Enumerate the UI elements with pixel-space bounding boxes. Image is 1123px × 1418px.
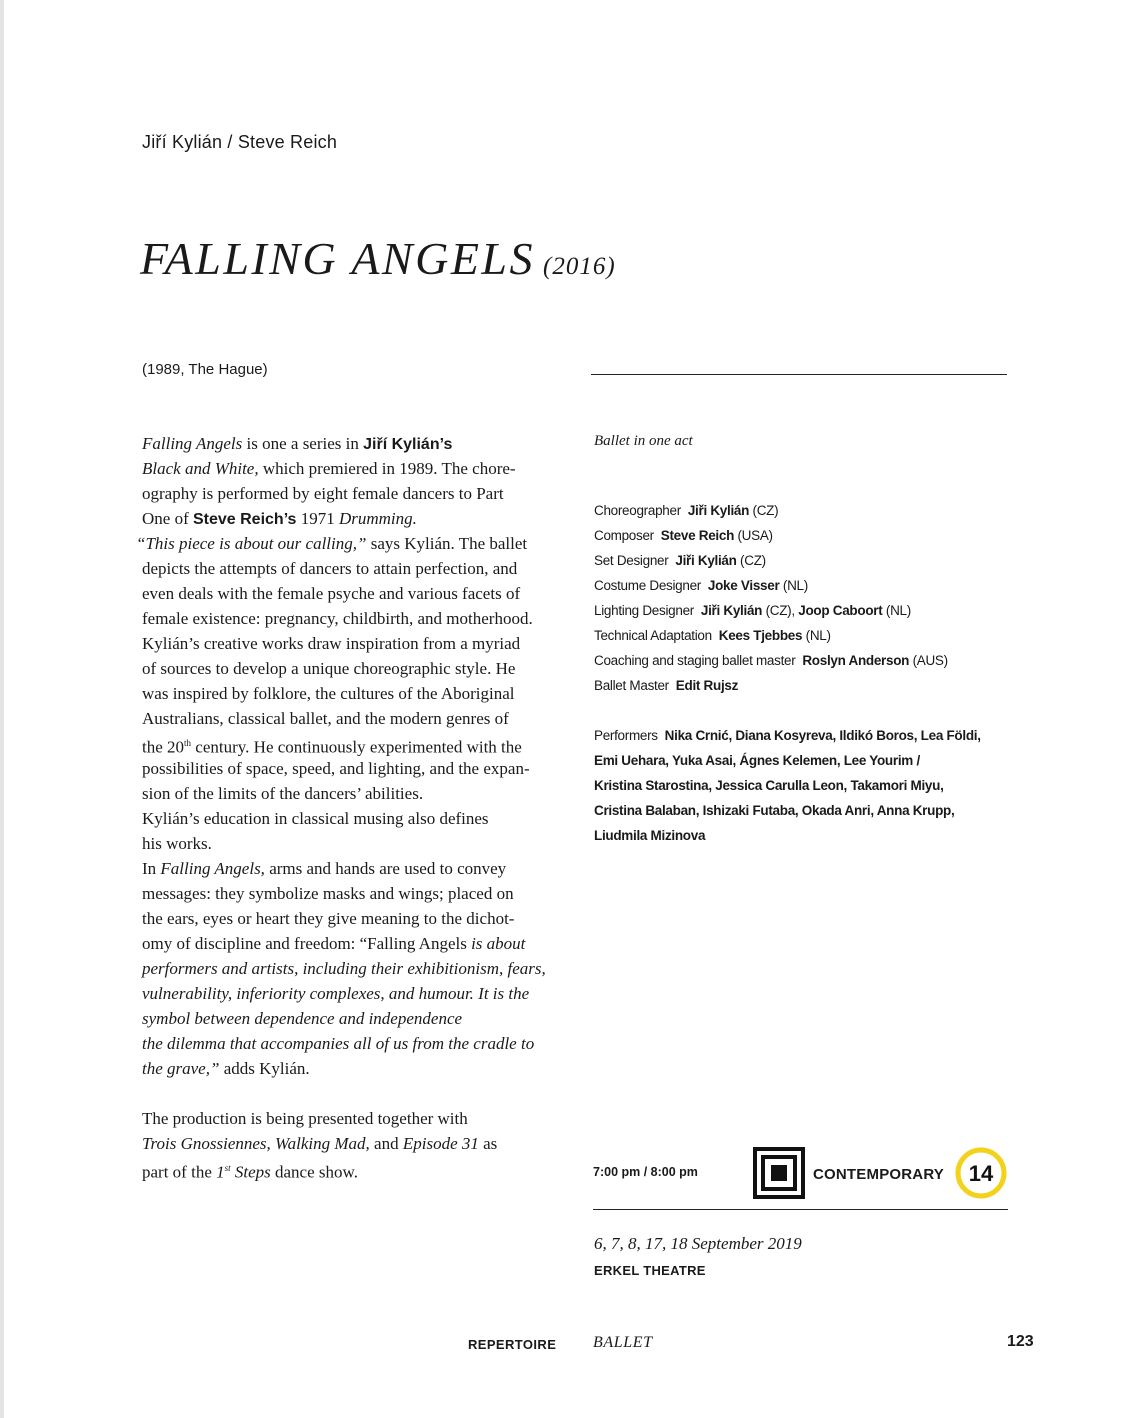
body-line: [142, 1031, 572, 1056]
info-column: [594, 433, 1024, 848]
body-line: [142, 731, 572, 756]
credit-role: Ballet Master: [594, 678, 669, 693]
italic-quote: symbol between dependence and independence: [142, 1009, 463, 1028]
body-line: [142, 981, 572, 1006]
page-title: [140, 232, 616, 285]
superscript: st: [224, 1163, 231, 1173]
text: as: [478, 1134, 498, 1153]
body-line: [142, 506, 572, 531]
body-line: [142, 1156, 572, 1181]
body-line: ography is performed by eight female dancers to Part: [142, 484, 504, 503]
text: part of the: [142, 1162, 217, 1182]
text: century. He continuously experimented with the: [191, 737, 522, 757]
italic-text: Falling Angels: [142, 434, 243, 453]
performers-line: [594, 823, 1024, 848]
performers-names: Cristina Balaban, Ishizaki Futaba, Okada Anri, Anna Krupp,: [594, 803, 955, 818]
body-line: female existence: pregnancy, childbirth, and motherhood.: [142, 609, 533, 628]
text: dance show.: [270, 1162, 358, 1182]
ballet-subtitle: Ballet in one act: [594, 433, 693, 449]
body-line: [142, 456, 572, 481]
text: One of: [142, 509, 193, 528]
italic-quote: the dilemma that accompanies all of us from the cradle to: [142, 1034, 535, 1053]
body-line: Kylián’s education in classical musing also defines: [142, 809, 489, 828]
page-edge-shadow: [0, 0, 4, 1418]
credit-note: (CZ),: [765, 603, 795, 618]
credit-name: Roslyn Anderson: [802, 653, 910, 668]
credit-row: [594, 523, 1024, 548]
credits-list: [594, 498, 1024, 698]
body-line: [136, 531, 572, 556]
credit-role: Lighting Designer: [594, 603, 694, 618]
body-line: the ears, eyes or heart they give meaning to the dichot-: [142, 909, 515, 928]
body-text: [136, 431, 572, 1182]
body-line: [142, 856, 572, 881]
footer-subsection: BALLET: [593, 1334, 653, 1351]
italic-text: Trois Gnossiennes, Walking Mad,: [142, 1134, 370, 1153]
credit-role: Choreographer: [594, 503, 681, 518]
bold-name: Steve Reich’s: [192, 511, 297, 528]
italic-text: Falling Angels,: [160, 859, 265, 878]
italic-text: is about: [471, 934, 526, 953]
paragraph-gap: [142, 1081, 572, 1106]
body-line: [142, 931, 572, 956]
credit-note: (CZ): [752, 503, 779, 518]
performers-names: Liudmila Mizinova: [594, 828, 706, 843]
body-line: [142, 431, 572, 456]
credit-name: Jiři Kylián: [687, 503, 750, 518]
text: is one a series in: [242, 434, 364, 453]
show-time: 7:00 pm / 8:00 pm: [593, 1165, 698, 1179]
body-line: [142, 1131, 572, 1156]
body-line: of sources to develop a unique choreographic style. He: [142, 659, 516, 678]
body-line: his works.: [142, 834, 212, 853]
italic-text: Steps: [230, 1162, 271, 1182]
credit-row: [594, 623, 1024, 648]
italic-quote: the grave,”: [142, 1059, 220, 1078]
performers-names: Kristina Starostina, Jessica Carulla Leon, Takamori Miyu,: [594, 778, 944, 793]
credit-row: [594, 573, 1024, 598]
body-line: was inspired by folklore, the cultures of the Aboriginal: [142, 684, 515, 703]
italic-quote: vulnerability, inferiority complexes, and humour. It is the: [142, 984, 530, 1003]
text: adds Kylián.: [219, 1059, 310, 1078]
body-line: [142, 1006, 572, 1031]
page-number: 123: [1007, 1333, 1034, 1350]
credit-name: Jiři Kylián: [700, 603, 763, 618]
credit-role: Costume Designer: [594, 578, 701, 593]
body-line: depicts the attempts of dancers to attain perfection, and: [142, 559, 518, 578]
footer-section: REPERTOIRE: [468, 1337, 557, 1352]
credit-row: [594, 673, 1024, 698]
credit-name: Jiři Kylián: [675, 553, 737, 568]
text: In: [142, 859, 161, 878]
performers-line: [594, 748, 1024, 773]
body-line: [142, 956, 572, 981]
credit-note: (NL): [782, 578, 808, 593]
credit-name: Edit Rujsz: [675, 678, 739, 693]
performers-line: [594, 723, 1024, 748]
italic-text: Drumming.: [338, 509, 417, 528]
square-logo-icon: [753, 1147, 805, 1199]
credit-name: Steve Reich: [660, 528, 735, 543]
origin-note: (1989, The Hague): [142, 361, 268, 378]
credit-row: [594, 498, 1024, 523]
performers-line: [594, 798, 1024, 823]
credit-role: Set Designer: [594, 553, 669, 568]
performers-names: Nika Crnić, Diana Kosyreva, Ildikó Boros, Lea Földi,: [664, 728, 981, 743]
credits-gap: [594, 698, 1024, 723]
info-divider: [593, 1209, 1008, 1210]
authors-line: Jiří Kylián / Steve Reich: [142, 132, 338, 152]
credit-note: (NL): [805, 628, 831, 643]
italic-quote: performers and artists, including their exhibitionism, fears,: [142, 959, 546, 978]
credit-role: Composer: [594, 528, 654, 543]
text: the 20: [142, 737, 185, 757]
credit-row: [594, 548, 1024, 573]
text: and: [369, 1134, 403, 1153]
credit-name: Joke Visser: [707, 578, 780, 593]
body-line: sion of the limits of the dancers’ abilities.: [142, 784, 424, 803]
title-text: FALLING ANGELS: [140, 233, 536, 284]
credit-row: [594, 648, 1024, 673]
italic-quote: “This piece is about our calling,”: [136, 534, 367, 553]
credit-name: Joop Caboort: [798, 603, 883, 618]
body-line: The production is being presented together with: [142, 1109, 468, 1128]
credit-row: [594, 598, 1024, 623]
text: omy of discipline and freedom: “Falling Angels: [142, 934, 472, 953]
title-year: (2016): [543, 253, 616, 280]
body-line: [142, 1056, 572, 1081]
text: which premiered in 1989. The chore-: [258, 459, 516, 478]
italic-text: 1: [216, 1162, 225, 1182]
credit-role: Coaching and staging ballet master: [594, 653, 796, 668]
top-divider: [591, 374, 1007, 375]
category-label: CONTEMPORARY: [813, 1166, 945, 1183]
italic-text: Episode 31: [402, 1134, 479, 1153]
body-line: messages: they symbolize masks and wings; placed on: [142, 884, 514, 903]
italic-text: Black and White,: [142, 459, 259, 478]
credit-name: Kees Tjebbes: [718, 628, 803, 643]
performers-label: Performers: [594, 728, 658, 743]
body-line: Kylián’s creative works draw inspiration from a myriad: [142, 634, 521, 653]
performance-dates: 6, 7, 8, 17, 18 September 2019: [594, 1234, 802, 1253]
body-line: even deals with the female psyche and various facets of: [142, 584, 521, 603]
text: says Kylián. The ballet: [366, 534, 528, 553]
credit-note: (USA): [737, 528, 773, 543]
venue-name: ERKEL THEATRE: [594, 1263, 706, 1278]
body-line: Australians, classical ballet, and the modern genres of: [142, 709, 509, 728]
superscript: th: [184, 738, 192, 748]
body-line: possibilities of space, speed, and lighting, and the expan-: [142, 759, 530, 778]
credit-note: (CZ): [740, 553, 766, 568]
credit-note: (AUS): [912, 653, 948, 668]
performers-names: Emi Uehara, Yuka Asai, Ágnes Kelemen, Lee Yourim /: [594, 753, 920, 768]
bold-name: Jiří Kylián’s: [363, 436, 453, 453]
text: arms and hands are used to convey: [264, 859, 507, 878]
performance-bar: [593, 1147, 1008, 1201]
number-badge-icon: [955, 1147, 1007, 1199]
credit-note: (NL): [885, 603, 911, 618]
credit-role: Technical Adaptation: [594, 628, 712, 643]
performers-line: [594, 773, 1024, 798]
text: 1971: [296, 509, 339, 528]
badge-number: 14: [968, 1161, 994, 1186]
